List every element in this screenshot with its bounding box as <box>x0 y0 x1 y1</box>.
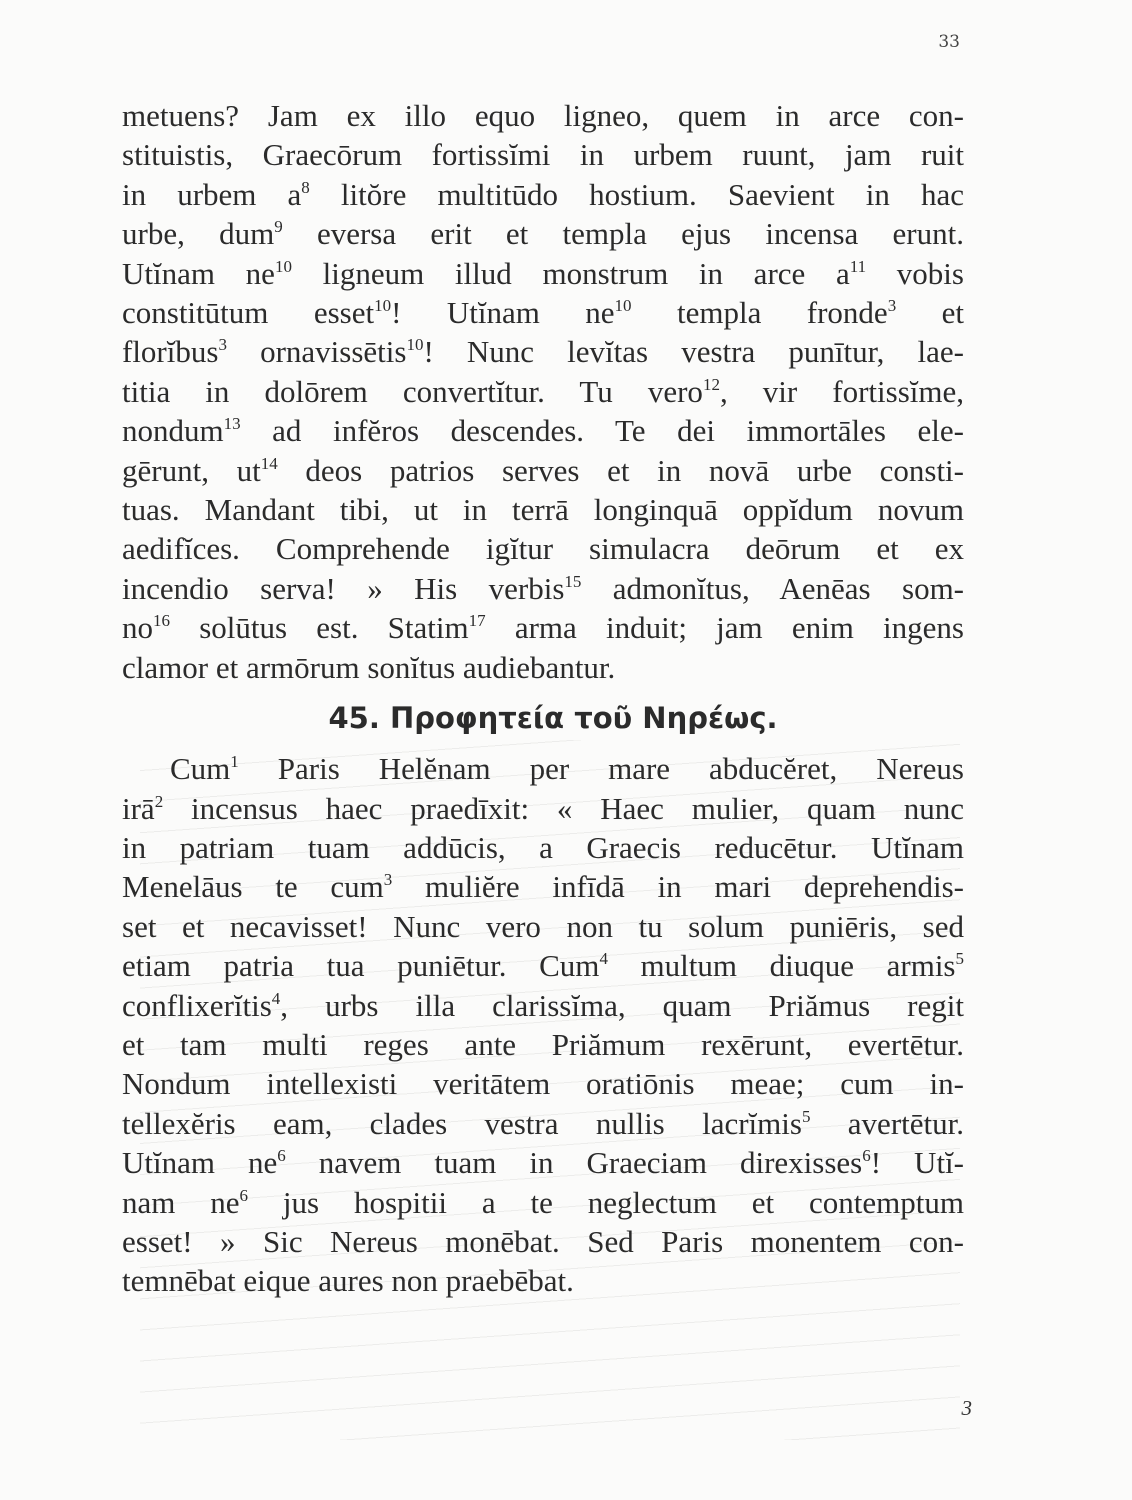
text-line <box>122 332 964 371</box>
text-run: Menelāus te cum <box>122 869 384 905</box>
text-line <box>122 867 964 906</box>
text-line <box>122 907 964 946</box>
footnote-marker: 6 <box>277 1146 286 1166</box>
text-run: deos patrios serves et in novā urbe consti- <box>277 452 964 488</box>
text-run: clamor et armōrum sonĭtus audiebantur. <box>122 649 616 685</box>
text-line <box>122 490 964 529</box>
text-line <box>122 1025 964 1064</box>
text-line <box>122 96 964 135</box>
text-run: arma induit; jam enim ingens <box>485 610 964 646</box>
text-run: navem tuam in Graeciam direxisses <box>285 1145 863 1181</box>
text-run: , vir fortissĭme, <box>719 373 965 409</box>
text-line <box>122 608 964 647</box>
text-run: eversa erit et templa ejus incensa erunt. <box>282 216 964 252</box>
footnote-marker: 8 <box>301 177 310 197</box>
text-run: multum diuque armis <box>607 948 956 984</box>
footnote-marker: 10 <box>274 256 292 276</box>
text-run: esset! » Sic Nereus monēbat. Sed Paris monentem con- <box>122 1223 964 1259</box>
text-run: urbe, dum <box>122 216 275 252</box>
footnote-marker: 2 <box>154 791 164 811</box>
text-line <box>122 789 964 828</box>
text-run: in patriam tuam addūcis, a Graecis reducētur. Utĭnam <box>122 829 964 865</box>
text-line <box>122 214 964 253</box>
text-run: et tam multi reges ante Priămum rexērunt, evertētur. <box>122 1026 964 1062</box>
text-run: nondum <box>122 413 224 449</box>
text-line <box>122 529 964 568</box>
text-run: admonĭtus, Aenēas som- <box>581 570 965 606</box>
text-run: incensus haec praedīxit: « Haec mulier, quam nunc <box>163 790 964 826</box>
text-run: etiam patria tua puniētur. Cum <box>122 948 600 984</box>
footnote-marker: 12 <box>702 374 720 394</box>
text-run: titia in dolōrem convertĭtur. Tu vero <box>122 373 703 409</box>
footnote-marker: 11 <box>849 256 867 276</box>
text-line <box>122 254 964 293</box>
text-run: avertētur. <box>810 1105 964 1141</box>
text-run: conflixerĭtis <box>122 987 272 1023</box>
text-run: aedifĭces. Comprehende igĭtur simulacra deōrum et ex <box>122 531 964 567</box>
footnote-marker: 3 <box>383 870 393 890</box>
footnote-marker: 17 <box>468 611 486 631</box>
text-line <box>122 1222 964 1261</box>
section-45-body <box>122 749 964 1301</box>
text-run: templa fronde <box>631 295 888 331</box>
text-run: Nondum intellexisti veritātem oratiōnis meae; cum in- <box>122 1066 964 1102</box>
footnote-marker: 10 <box>406 335 424 355</box>
text-line <box>122 135 964 174</box>
text-line <box>122 1104 964 1143</box>
text-line <box>122 451 964 490</box>
text-run: jus hospitii a te neglectum et contemptum <box>248 1184 965 1220</box>
footnote-marker: 16 <box>153 611 170 631</box>
text-line <box>122 648 964 687</box>
text-run: Utĭnam ne <box>122 255 275 291</box>
page-number: 33 <box>938 32 960 52</box>
text-line <box>122 828 964 867</box>
footnote-marker: 6 <box>239 1185 249 1205</box>
text-run: ad infĕros descendes. Te dei immortāles ele- <box>240 413 964 449</box>
footnote-marker: 14 <box>260 453 278 473</box>
page-text <box>122 96 964 1301</box>
section-45-heading: 45. Προφητεία τοῦ Νηρέως. <box>328 701 778 736</box>
text-run: muliĕre infīdā in mari deprehendis- <box>392 869 965 905</box>
text-line <box>122 1183 964 1222</box>
text-run: tuas. Mandant tibi, ut in terrā longinquā oppĭdum novum <box>122 492 964 528</box>
footnote-marker: 4 <box>599 949 608 969</box>
text-run: Utĭnam ne <box>122 1145 278 1181</box>
text-line <box>122 569 964 608</box>
text-run: tellexĕris eam, clades vestra nullis lacrĭmis <box>122 1105 802 1141</box>
text-run: vobis <box>866 255 964 291</box>
footnote-marker: 3 <box>218 335 227 355</box>
footnote-marker: 15 <box>564 571 582 591</box>
text-run: no <box>122 610 153 646</box>
text-line <box>122 411 964 450</box>
text-run: litŏre multitūdo hostium. Saevient in hac <box>309 176 964 212</box>
text-line <box>122 946 964 985</box>
text-run: set et necavisset! Nunc vero non tu solum puniēris, sed <box>122 908 964 944</box>
text-run: in urbem a <box>122 176 302 212</box>
text-run: irā <box>122 790 155 826</box>
text-line <box>122 1261 964 1300</box>
text-line <box>122 986 964 1025</box>
text-run: solūtus est. Statim <box>170 610 469 646</box>
text-run: temnēbat eique aures non praebēbat. <box>122 1263 574 1299</box>
text-line <box>122 175 964 214</box>
text-run: nam ne <box>122 1184 240 1220</box>
text-run: constitūtum esset <box>122 295 375 331</box>
footnote-marker: 1 <box>230 752 239 772</box>
text-run: ! Utĭ- <box>870 1145 964 1181</box>
text-line <box>122 372 964 411</box>
text-run: Cum <box>170 751 231 787</box>
footnote-marker: 13 <box>223 414 241 434</box>
text-run: stituistis, Graecōrum fortissĭmi in urbem ruunt, jam ruit <box>122 137 964 173</box>
text-run: incendio serva! » His verbis <box>122 570 565 606</box>
text-run: metuens? Jam ex illo equo ligneo, quem in arce con- <box>122 98 964 133</box>
footnote-marker: 10 <box>374 296 392 316</box>
text-run: ornavissētis <box>226 334 407 370</box>
text-line <box>122 1064 964 1103</box>
section-44-ending <box>122 96 964 687</box>
footnote-marker: 10 <box>614 296 632 316</box>
text-line <box>122 749 964 788</box>
footnote-marker: 3 <box>887 296 897 316</box>
text-run: Paris Helĕnam per mare abducĕret, Nereus <box>238 751 964 787</box>
text-line <box>122 1143 964 1182</box>
text-line <box>122 293 964 332</box>
text-run: ! Utĭnam ne <box>391 295 615 331</box>
footnote-marker: 9 <box>274 217 283 237</box>
text-run: et <box>896 295 964 331</box>
footnote-marker: 5 <box>955 949 965 969</box>
footnote-marker: 5 <box>801 1106 811 1126</box>
footnote-marker: 4 <box>271 988 281 1008</box>
text-run: gērunt, ut <box>122 452 261 488</box>
text-run: , urbs illa clarissĭma, quam Priămus regit <box>280 987 964 1023</box>
text-run: florĭbus <box>122 334 219 370</box>
text-run: ! Nunc levĭtas vestra punītur, lae- <box>423 334 964 370</box>
footnote-marker: 6 <box>862 1146 871 1166</box>
text-run: ligneum illud monstrum in arce a <box>291 255 850 291</box>
signature-mark: 3 <box>961 1396 972 1420</box>
